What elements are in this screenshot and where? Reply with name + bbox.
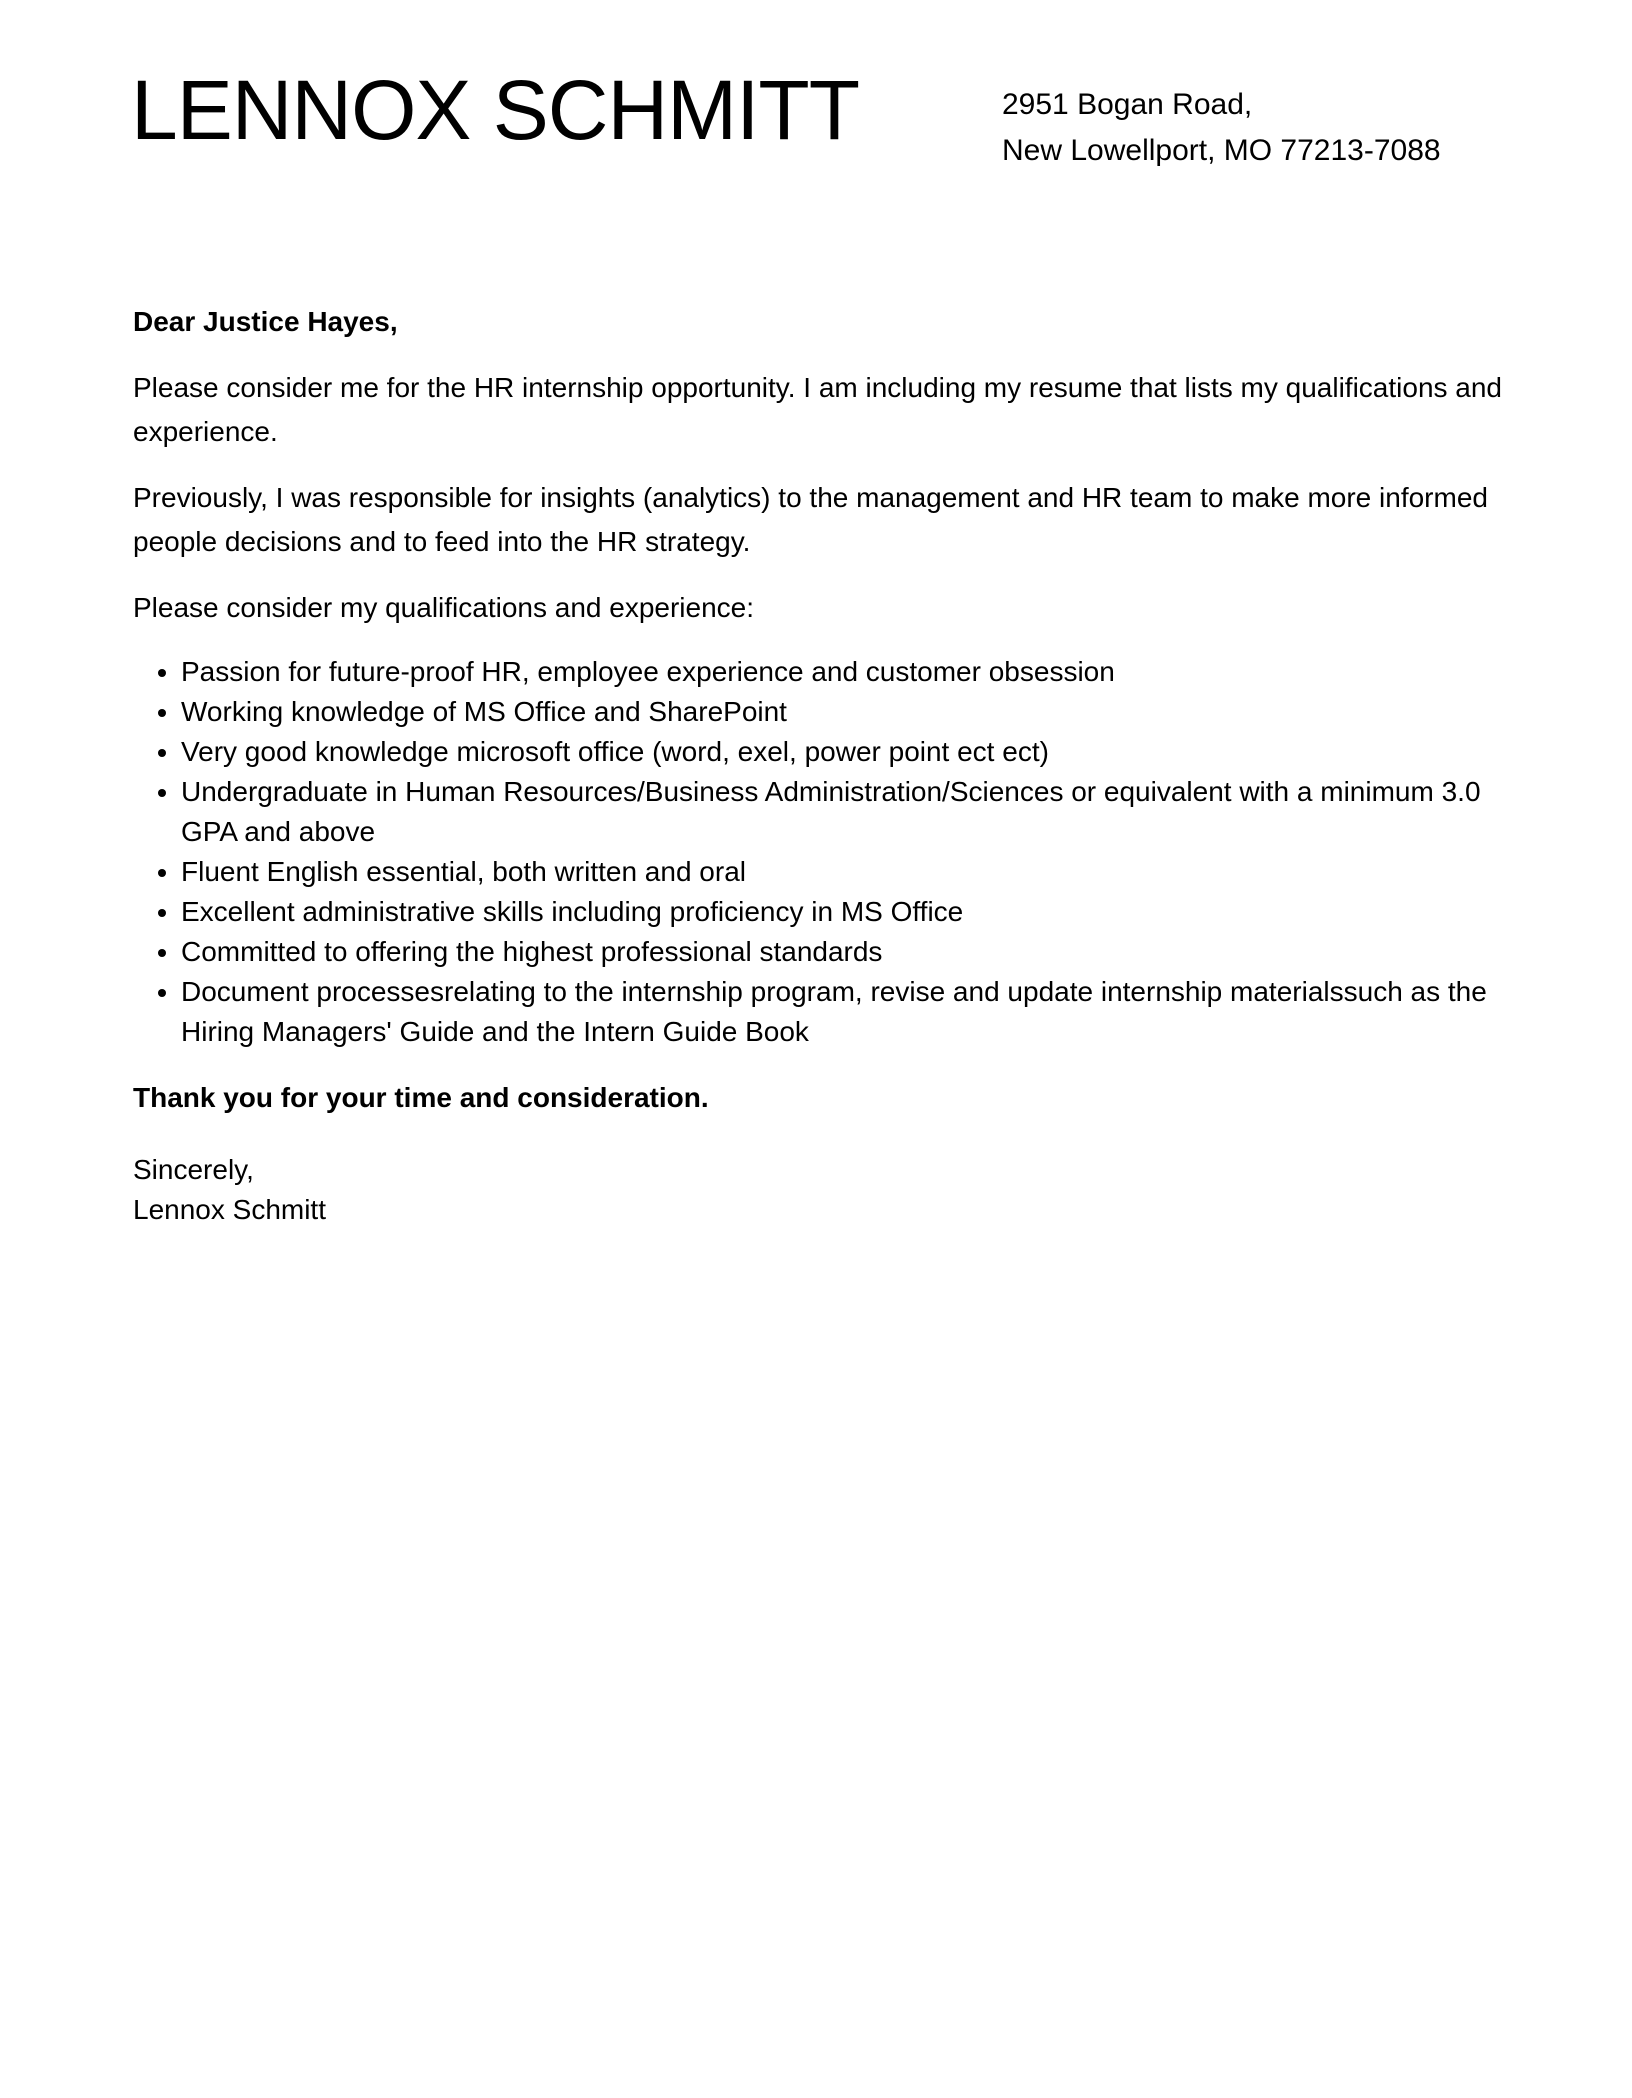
address-line-1: 2951 Bogan Road, bbox=[1002, 88, 1253, 121]
list-item: • Fluent English essential, both written and oral bbox=[181, 852, 1513, 892]
list-item: • Very good knowledge microsoft office (word, exel, power point ect ect) bbox=[181, 732, 1513, 772]
signoff: Sincerely, bbox=[133, 1154, 254, 1185]
address-block bbox=[1002, 82, 1441, 174]
closing-line: Thank you for your time and consideration. bbox=[133, 1082, 709, 1113]
experience-paragraph: Previously, I was responsible for insights (analytics) to the management and HR team to make more informed people decisions and to feed into the HR strategy. bbox=[133, 482, 1488, 557]
list-item: • Committed to offering the highest professional standards bbox=[181, 932, 1513, 972]
list-item: • Document processesrelating to the internship program, revise and update internship materialssuch as the Hiring Managers' Guide and the Intern Guide Book bbox=[181, 972, 1513, 1052]
signature-name: Lennox Schmitt bbox=[133, 1194, 326, 1225]
letter-body bbox=[133, 300, 1513, 1230]
list-item: • Undergraduate in Human Resources/Business Administration/Sciences or equivalent with a minimum 3.0 GPA and above bbox=[181, 772, 1513, 852]
list-item: • Working knowledge of MS Office and SharePoint bbox=[181, 692, 1513, 732]
qualifications-list bbox=[133, 652, 1513, 1052]
signature-block bbox=[133, 1150, 1513, 1230]
applicant-name: LENNOX SCHMITT bbox=[131, 63, 860, 157]
list-item: • Passion for future-proof HR, employee experience and customer obsession bbox=[181, 652, 1513, 692]
intro-paragraph: Please consider me for the HR internship opportunity. I am including my resume that lists my qualifications and experience. bbox=[133, 372, 1503, 447]
salutation: Dear Justice Hayes, bbox=[133, 306, 398, 337]
address-line-2: New Lowellport, MO 77213-7088 bbox=[1002, 134, 1441, 167]
qualifications-intro: Please consider my qualifications and experience: bbox=[133, 592, 755, 623]
list-item: • Excellent administrative skills including proficiency in MS Office bbox=[181, 892, 1513, 932]
